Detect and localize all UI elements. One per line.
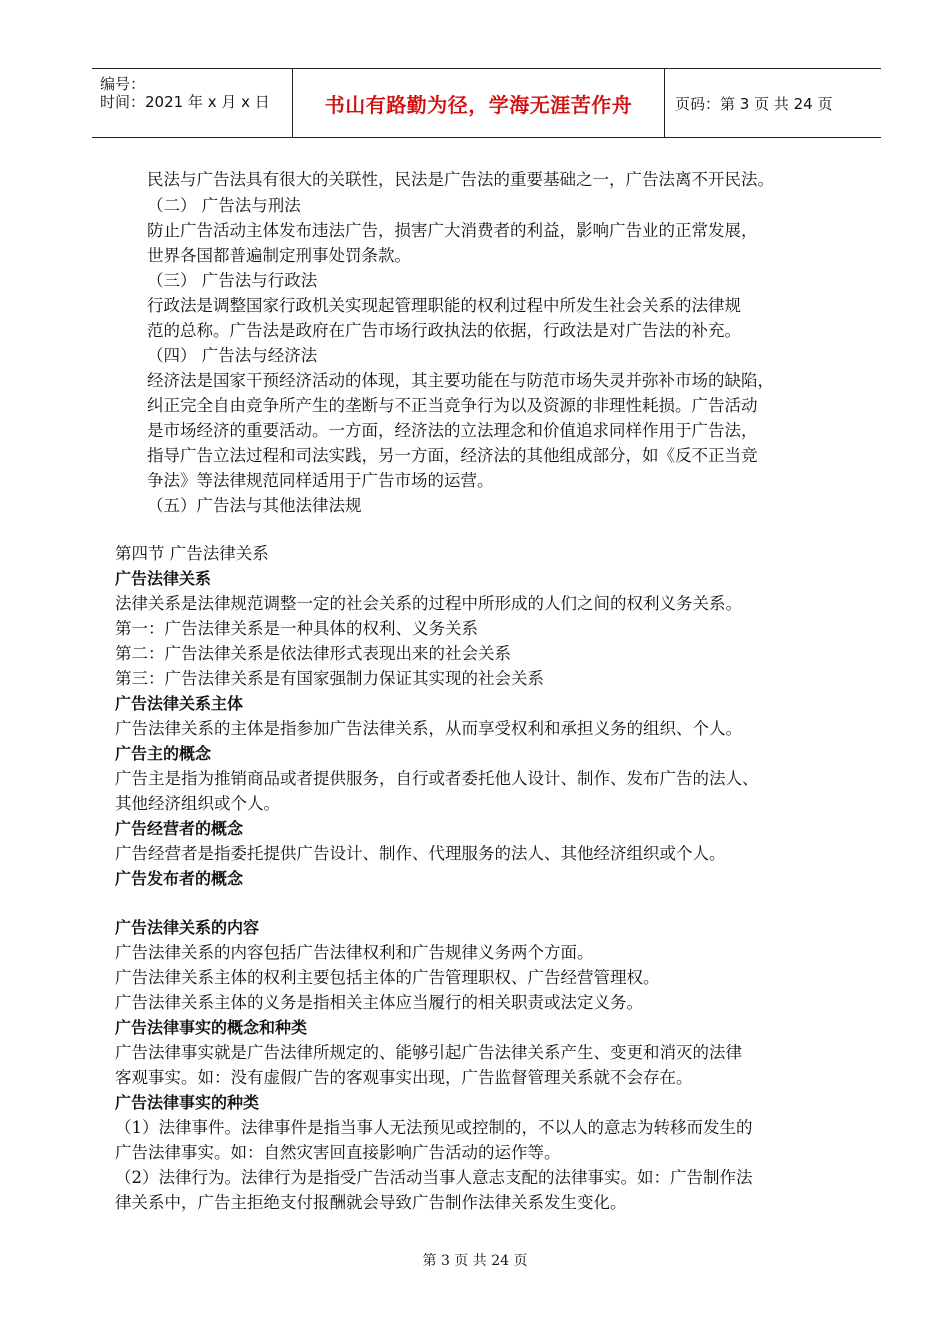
paragraph-line: 广告经营者是指委托提供广告设计、制作、代理服务的法人、其他经济组织或个人。: [115, 844, 726, 863]
paragraph-line: 其他经济组织或个人。: [115, 794, 280, 813]
paragraph-line: 第一：广告法律关系是一种具体的权利、义务关系: [115, 619, 478, 638]
header-motto-cell: [292, 69, 665, 137]
bold-heading: 广告法律关系: [115, 569, 212, 588]
subsection-heading: （二） 广告法与刑法: [147, 196, 301, 215]
subsection-heading: （五）广告法与其他法律法规: [147, 496, 362, 515]
paragraph-line: 指导广告立法过程和司法实践，另一方面，经济法的其他组成部分，如《反不正当竞: [147, 446, 758, 465]
paragraph-line: 是市场经济的重要活动。一方面，经济法的立法理念和价值追求同样作用于广告法，: [147, 421, 758, 440]
header-meta-cell: [92, 69, 292, 137]
bold-heading: 广告法律事实的概念和种类: [115, 1018, 308, 1037]
subsection-heading: （三） 广告法与行政法: [147, 271, 318, 290]
paragraph-line: 客观事实。如：没有虚假广告的客观事实出现，广告监督管理关系就不会存在。: [115, 1068, 693, 1087]
paragraph-line: 范的总称。广告法是政府在广告市场行政执法的依据，行政法是对广告法的补充。: [147, 321, 741, 340]
section-heading: 第四节 广告法律关系: [115, 544, 269, 563]
paragraph-line: 法律关系是法律规范调整一定的社会关系的过程中所形成的人们之间的权利义务关系。: [115, 594, 742, 613]
bold-heading: 广告法律事实的种类: [115, 1093, 260, 1112]
document-header: [92, 68, 881, 138]
paragraph-line: 争法》等法律规范同样适用于广告市场的运营。: [147, 471, 494, 490]
page-footer: 第 3 页 共 24 页: [422, 1253, 528, 1269]
bold-heading: 广告法律关系的内容: [115, 918, 260, 937]
paragraph-line: 经济法是国家干预经济活动的体现，其主要功能在与防范市场失灵并弥补市场的缺陷，: [147, 371, 774, 390]
paragraph-line: 行政法是调整国家行政机关实现起管理职能的权利过程中所发生社会关系的法律规: [147, 296, 741, 315]
paragraph-line: （1）法律事件。法律事件是指当事人无法预见或控制的，不以人的意志为转移而发生的: [115, 1118, 753, 1137]
serial-label: 编号：: [100, 75, 146, 93]
subsection-heading: （四） 广告法与经济法: [147, 346, 318, 365]
page-info: 页码：第 3 页 共 24 页: [675, 94, 833, 113]
paragraph-line: 广告法律关系主体的权利主要包括主体的广告管理职权、广告经营管理权。: [115, 968, 660, 987]
paragraph-line: 第三：广告法律关系是有国家强制力保证其实现的社会关系: [115, 669, 544, 688]
paragraph-line: 广告法律事实就是广告法律所规定的、能够引起广告法律关系产生、变更和消灭的法律: [115, 1043, 742, 1062]
paragraph-line: 世界各国都普遍制定刑事处罚条款。: [147, 246, 411, 265]
header-page-cell: [665, 69, 881, 137]
paragraph-line: 广告主是指为推销商品或者提供服务，自行或者委托他人设计、制作、发布广告的法人、: [115, 769, 759, 788]
paragraph-line: 广告法律事实。如：自然灾害回直接影响广告活动的运作等。: [115, 1143, 561, 1162]
bold-heading: 广告主的概念: [115, 744, 212, 763]
paragraph-line: 民法与广告法具有很大的关联性，民法是广告法的重要基础之一，广告法离不开民法。: [147, 170, 774, 189]
paragraph-line: 纠正完全自由竞争所产生的垄断与不正当竞争行为以及资源的非理性耗损。广告活动: [147, 396, 758, 415]
bold-heading: 广告发布者的概念: [115, 869, 244, 888]
paragraph-line: 第二：广告法律关系是依法律形式表现出来的社会关系: [115, 644, 511, 663]
time-label: 时间：2021 年 x 月 x 日: [100, 93, 270, 111]
paragraph-line: 律关系中，广告主拒绝支付报酬就会导致广告制作法律关系发生变化。: [115, 1193, 627, 1212]
paragraph-line: （2）法律行为。法律行为是指受广告活动当事人意志支配的法律事实。如：广告制作法: [115, 1168, 753, 1187]
paragraph-line: 广告法律关系主体的义务是指相关主体应当履行的相关职责或法定义务。: [115, 993, 643, 1012]
paragraph-line: 广告法律关系的主体是指参加广告法律关系，从而享受权利和承担义务的组织、个人。: [115, 719, 742, 738]
paragraph-line: 广告法律关系的内容包括广告法律权利和广告规律义务两个方面。: [115, 943, 594, 962]
motto-text: 书山有路勤为径，学海无涯苦作舟: [324, 92, 633, 117]
bold-heading: 广告经营者的概念: [115, 819, 244, 838]
paragraph-line: 防止广告活动主体发布违法广告，损害广大消费者的利益，影响广告业的正常发展，: [147, 221, 758, 240]
bold-heading: 广告法律关系主体: [115, 694, 244, 713]
